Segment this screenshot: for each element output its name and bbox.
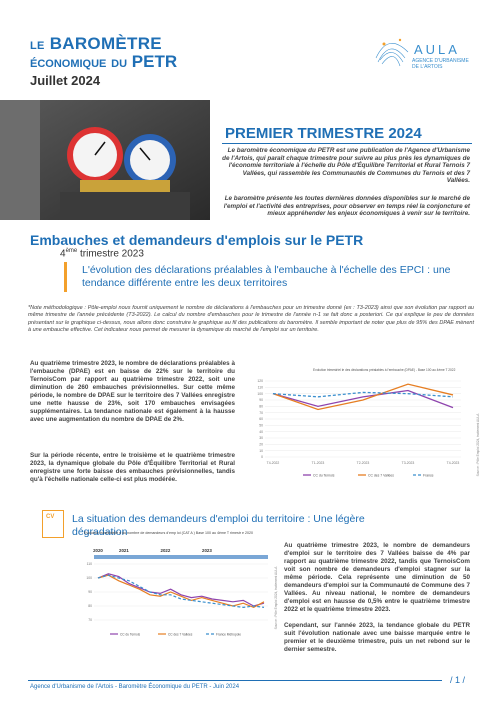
chart2-title: Evolution trimestrielle e du nombre de demandeurs d'emp loi (CAT A ) Base 100 au 4ème T rimestr e 2020	[84, 531, 254, 535]
header-date: Juillet 2024	[30, 73, 101, 88]
intro-divider	[222, 143, 472, 144]
chart1-legend-label: CC des 7 Vallées	[368, 473, 394, 478]
chart2-year-label: 2023	[202, 548, 212, 553]
chart1-xtick: T2-2023	[356, 461, 370, 465]
job-seekers-chart	[82, 528, 282, 646]
header-title-line2: ÉCONOMIQUE DU PETR	[30, 52, 178, 71]
chart2-year-label: 2020	[93, 548, 103, 553]
header-title-line1: LE BAROMÈTRE	[30, 34, 162, 53]
chart1-ytick: 40	[259, 429, 263, 434]
chart2-year-label: 2022	[160, 548, 171, 553]
block2-text-1: Au quatrième trimestre 2023, le nombre de demandeurs d'emploi sur le territoire des 7 Vallées baisse de 4% par rapport au quatrième trimestre 2022, tandis que TernoisCom voit son nombre de demandeurs d'emploi stagner sur la même période. Cela représente une diminution de 50 demandeurs d'emploi sur la Communauté de Commune des 7 Vallées. Au niveau national, le nombre de demandeurs d'emploi est en hausse de 0,5% entre le quatrième trimestre 2022 et le quatrième trimestre 2023.	[284, 542, 470, 613]
chart1-ytick: 10	[259, 448, 263, 453]
section-title: Embauches et demandeurs d'emplois sur le PETR	[30, 232, 364, 248]
chart1-ytick: 20	[259, 442, 263, 447]
accent-bar	[64, 262, 67, 292]
chart2-legend-label: France Métropole	[216, 632, 241, 637]
chart1-ytick: 70	[259, 410, 263, 415]
block1-text-1: Au quatrième trimestre 2023, le nombre de déclarations préalables à l'embauche (DPAE) est en baisse de 22% sur le territoire du TernoisCom par rapport au quatrième trimestre 2022, soit une diminution de 260 embauches prévisionnelles. Sur cette même période, le nombre de DPAE sur le territoire des 7 Vallées enregistre une nette hausse de 23%, soit 170 embauches envisagées supplémentaires. La tendance nationale est également à la hausse avec une augmentation du nombre de DPAE de 2%.	[30, 360, 235, 423]
chart1-series-line	[273, 391, 453, 408]
chart1-ytick: 100	[257, 391, 263, 396]
footer-text: Agence d'Urbanisme de l'Artois - Baromètre Économique du PETR - Juin 2024	[30, 684, 240, 690]
chart1-ytick: 80	[259, 404, 263, 409]
section-subtitle: 4ème trimestre 2023	[60, 248, 144, 260]
chart1-series-line	[273, 392, 453, 396]
block1-text-2: Sur la période récente, entre le troisième et le quatrième trimestre 2023, la dynamique globale du Pôle d'Équilibre Territorial et Rural enregistre une forte baisse des embauches prévisionnelles, tandis qu'à l'échelle nationale celle-ci est plus modérée.	[30, 452, 235, 483]
chart2-quarter-band	[94, 555, 268, 559]
dpae-chart	[253, 365, 483, 490]
chart1-ytick: 120	[257, 379, 263, 384]
chart1-legend-label: France	[423, 473, 434, 478]
block2-title: La situation des demandeurs d'emploi du territoire : Une légère dégradation	[72, 513, 365, 538]
logo-name: AULA	[414, 42, 460, 57]
chart1-xtick: T3-2023	[401, 461, 415, 465]
chart1-source: Source : Pôle Emploi 2024, traitement AULA	[476, 413, 480, 477]
chart2-year-label: 2021	[119, 548, 129, 553]
intro-paragraph-1: Le baromètre économique du PETR est une publication de l'Agence d'Urbanisme de l'Artois, qui paraît chaque trimestre pour suivre au plus près les dynamiques de l'économie territoriale à l'échelle du Pôle d'Équilibre Territorial et Rural Ternois 7 Vallées, qui rassemble les Communautés de Communes du Ternois et des 7 Vallées.	[222, 147, 470, 185]
chart1-xtick: T1-2023	[311, 461, 325, 465]
chart1-xtick: T4-2022	[266, 461, 280, 465]
chart1-ytick: 90	[259, 398, 263, 403]
logo-subtitle: AGENCE D'URBANISME DE L'ARTOIS	[412, 58, 469, 70]
block1-title: L'évolution des déclarations préalables à l'embauche à l'échelle des EPCI : une tendance différente entre les deux territoires	[82, 264, 451, 289]
chart1-xtick: T4-2023	[446, 461, 460, 465]
methodology-note: *Note méthodologique : Pôle-emploi nous fournit uniquement le nombre de déclarations à l'embauches pour un trimestre donné (ex : T3-2023) ainsi que son évolution par rapport au même trimestre de l'année précédente (T3-2022). Le calcul du nombre d'embauches pour le trimestre de l'année n-1 se fait donc a posteriori. Ce qui explique le peu de données présentant sur le graphique ci-dessus, nous allons donc construire le graphique au fil des publications du baromètre. Il semble important de noter que plus de 95% des DPAE mènent à une embauche effective. Cet indicateur nous permet de mesurer la dynamique du marché de l'emploi sur un territoire.	[28, 305, 474, 334]
chart2-legend-label: CC des 7 Vallées	[168, 632, 193, 637]
cv-label: CV	[46, 514, 55, 520]
footer-divider	[28, 680, 442, 681]
chart1-ytick: 30	[259, 436, 263, 441]
chart1-ytick: 0	[261, 455, 263, 460]
chart2-ytick: 90	[88, 590, 92, 595]
chart1-ytick: 60	[259, 417, 263, 422]
chart2-ytick: 80	[88, 604, 92, 609]
chart1-ytick: 50	[259, 423, 263, 428]
chart2-ytick: 70	[88, 618, 92, 623]
chart1-title: Evolution trimestriel le des déclarations préalables à l'embauche (DPAE) - Base 100 au 4ème T 2022	[313, 368, 456, 372]
intro-title: PREMIER TRIMESTRE 2024	[225, 125, 422, 142]
chart1-ytick: 110	[257, 385, 263, 390]
header	[0, 0, 497, 95]
chart2-legend-label: CC du Ternois	[120, 632, 141, 637]
gauges-photo	[0, 100, 210, 220]
chart2-ytick: 110	[86, 562, 92, 567]
page-number: / 1 /	[450, 675, 466, 685]
block2-text-2: Cependant, sur l'année 2023, la tendance globale du PETR suit l'évolution nationale avec une baisse marquée entre le premier et le deuxième trimestre, puis un net rebond sur le dernier semestre.	[284, 622, 470, 653]
chart1-legend-label: CC du Ternois	[313, 473, 335, 478]
chart2-ytick: 100	[86, 576, 92, 581]
intro-paragraph-2: Le baromètre présente les toutes dernières données disponibles sur le marché de l'emploi et l'activité des entreprises, pour observer en temps réel la conjoncture et mieux appréhender les enjeux économiques à venir sur le territoire.	[223, 195, 470, 218]
chart2-source: Source : Pôle Emploi 2024, traitement AULA	[274, 566, 278, 630]
